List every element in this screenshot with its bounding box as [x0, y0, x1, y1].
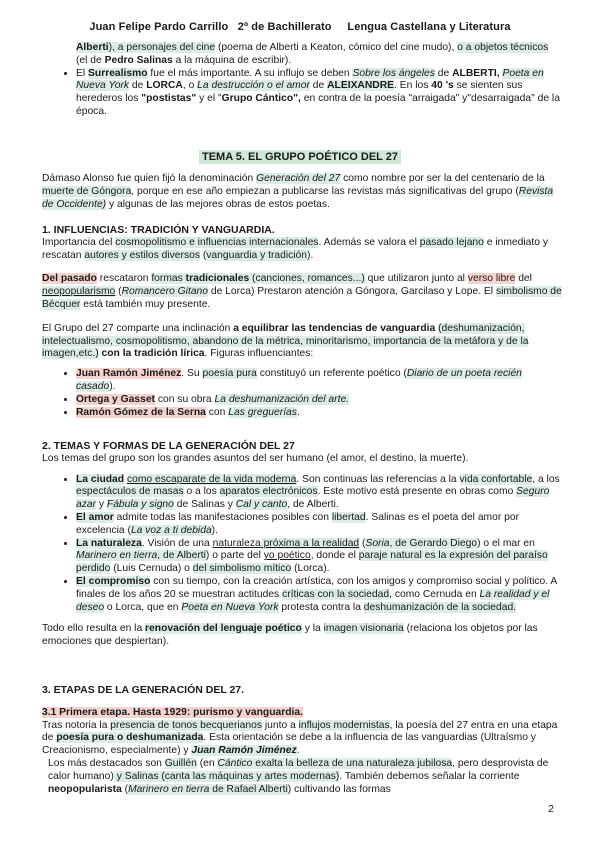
- paragraph: Los temas del grupo son los grandes asuntos del ser humano (el amor, el destino, la muerte).: [42, 452, 469, 464]
- subsection-heading: 3.1 Primera etapa. Hasta 1929: purismo y vanguardia.: [42, 706, 303, 718]
- header-course: 2º de Bachillerato: [237, 21, 332, 33]
- paragraph: Todo ello resulta en la renovación del lenguaje poético y la imagen visionaria (relaciona los objetos por las emociones que despiertan).: [42, 623, 538, 648]
- paragraph-intro: Dámaso Alonso fue quien fijó la denominación Generación del 27 como nombre por ser la del centenario de la muerte de Góngora, porque en ese año empiezan a publicarse las revistas más significativas del grupo (Revista de Occidente) y algunas de las mejores obras de estos poetas.: [42, 173, 554, 210]
- section-heading: 2. TEMAS Y FORMAS DE LA GENERACIÓN DEL 27: [42, 440, 295, 452]
- list-item: Alberti), a personajes del cine (poema de Alberti a Keaton, cómico del cine mudo), o a objetos técnicos (el de Pedro Salinas a la máquina de escribir).: [76, 42, 549, 66]
- section-heading: 1. INFLUENCIAS: TRADICIÓN Y VANGUARDIA.: [42, 224, 275, 236]
- section-influences: [42, 224, 562, 419]
- paragraph: El Grupo del 27 comparte una inclinación a equilibrar las tendencias de vanguardia (deshumanización, intelectualismo, cosmopolitismo, abandono de la métrica, minoritarismo, importancia de la metáfora y de la imagen,etc.) con la tradición lírica. Figuras influenciantes:: [42, 322, 529, 360]
- list-item: • El amor admite todas las manifestaciones posibles con libertad. Salinas es el poeta del amor por excelencia (La voz a ti debida).: [76, 512, 562, 538]
- paragraph: Tras notoria la presencia de tonos becquerianos junto a influjos modernistas, la poesía del 27 entra en una etapa de poesía pura o deshumanizada. Esta orientación se debe a la influencia de las vanguardias (Ultraísmo y Creacionismo, especialmente) y Juan Ramón Jiménez.: [42, 719, 558, 757]
- header-subject: Lengua Castellana y Literatura: [347, 21, 511, 33]
- list-item: • Juan Ramón Jiménez. Su poesía pura constituyó un referente poético (Diario de un poeta recién casado).: [76, 368, 562, 394]
- section-themes: [42, 440, 562, 649]
- intro-list: [42, 42, 562, 119]
- list-item: • Ortega y Gasset con su obra La deshumanización del arte.: [76, 394, 562, 407]
- list-item: • La naturaleza. Visión de una naturaleza próxima a la realidad (Soria, de Gerardo Diego) o el mar en Marinero en tierra, de Alberti) o parte del yo poético, donde el paraje natural es la expresión del paraíso perdido (Luis Cernuda) o del simbolismo mítico (Lorca).: [76, 538, 562, 576]
- list-item: • El Surrealismo fue el más importante. A su influjo se deben Sobre los ángeles de ALBERTI, Poeta en Nueva York de LORCA, o La destrucción o el amor de ALEIXANDRE. En los 40 's se sienten sus herederos los "postistas" y el "Grupo Cántico", en contra de la poesía "arraigada" y"desarraigada" de la época.: [76, 68, 562, 119]
- paragraph: Los más destacados son Guillén (en Cántico exalta la belleza de una naturaleza jubilosa, pero desprovista de calor humano) y Salinas (canta las máquinas y artes modernas). También debemos señalar la corriente neopopularista (Marinero en tierra de Rafael Alberti) cultivando las formas: [48, 757, 549, 795]
- topic-title: TEMA 5. EL GRUPO POÉTICO DEL 27: [0, 147, 600, 165]
- paragraph: Del pasado rescataron formas tradicionales (canciones, romances...) que utilizaron junto al verso libre del neopopularismo (Romancero Gitano de Lorca) Prestaron atención a Góngora, Garcilaso y Lope. El simbolismo de Bécquer está también muy presente.: [42, 273, 562, 310]
- header-author: Juan Felipe Pardo Carrillo: [89, 21, 229, 33]
- section-stages: [42, 684, 562, 796]
- list-item: • La ciudad como escaparate de la vida moderna. Son continuas las referencias a la vida confortable, a los espectáculos de masas o a los aparatos electrónicos. Este motivo está presente en obras como Seguro azar y Fábula y signo de Salinas y Cal y canto, de Alberti.: [76, 474, 562, 512]
- page-header: [0, 21, 600, 33]
- section-heading: 3. ETAPAS DE LA GENERACIÓN DEL 27.: [42, 684, 245, 696]
- paragraph: Importancia del cosmopolitismo e influencias internacionales. Además se valora el pasado lejano e inmediato y rescatan autores y estilos diversos (vanguardia y tradición).: [42, 236, 548, 261]
- page-number: 2: [548, 803, 554, 815]
- list-item: • Ramón Gómez de la Serna con Las greguerías.: [76, 407, 562, 420]
- list-item: • El compromiso con su tiempo, con la creación artística, con los amigos y compromiso social y político. A finales de los años 20 se muestran actitudes críticas con la sociedad, como Cernuda en La realidad y el deseo o Lorca, que en Poeta en Nueva York protesta contra la deshumanización de la sociedad.: [76, 576, 562, 614]
